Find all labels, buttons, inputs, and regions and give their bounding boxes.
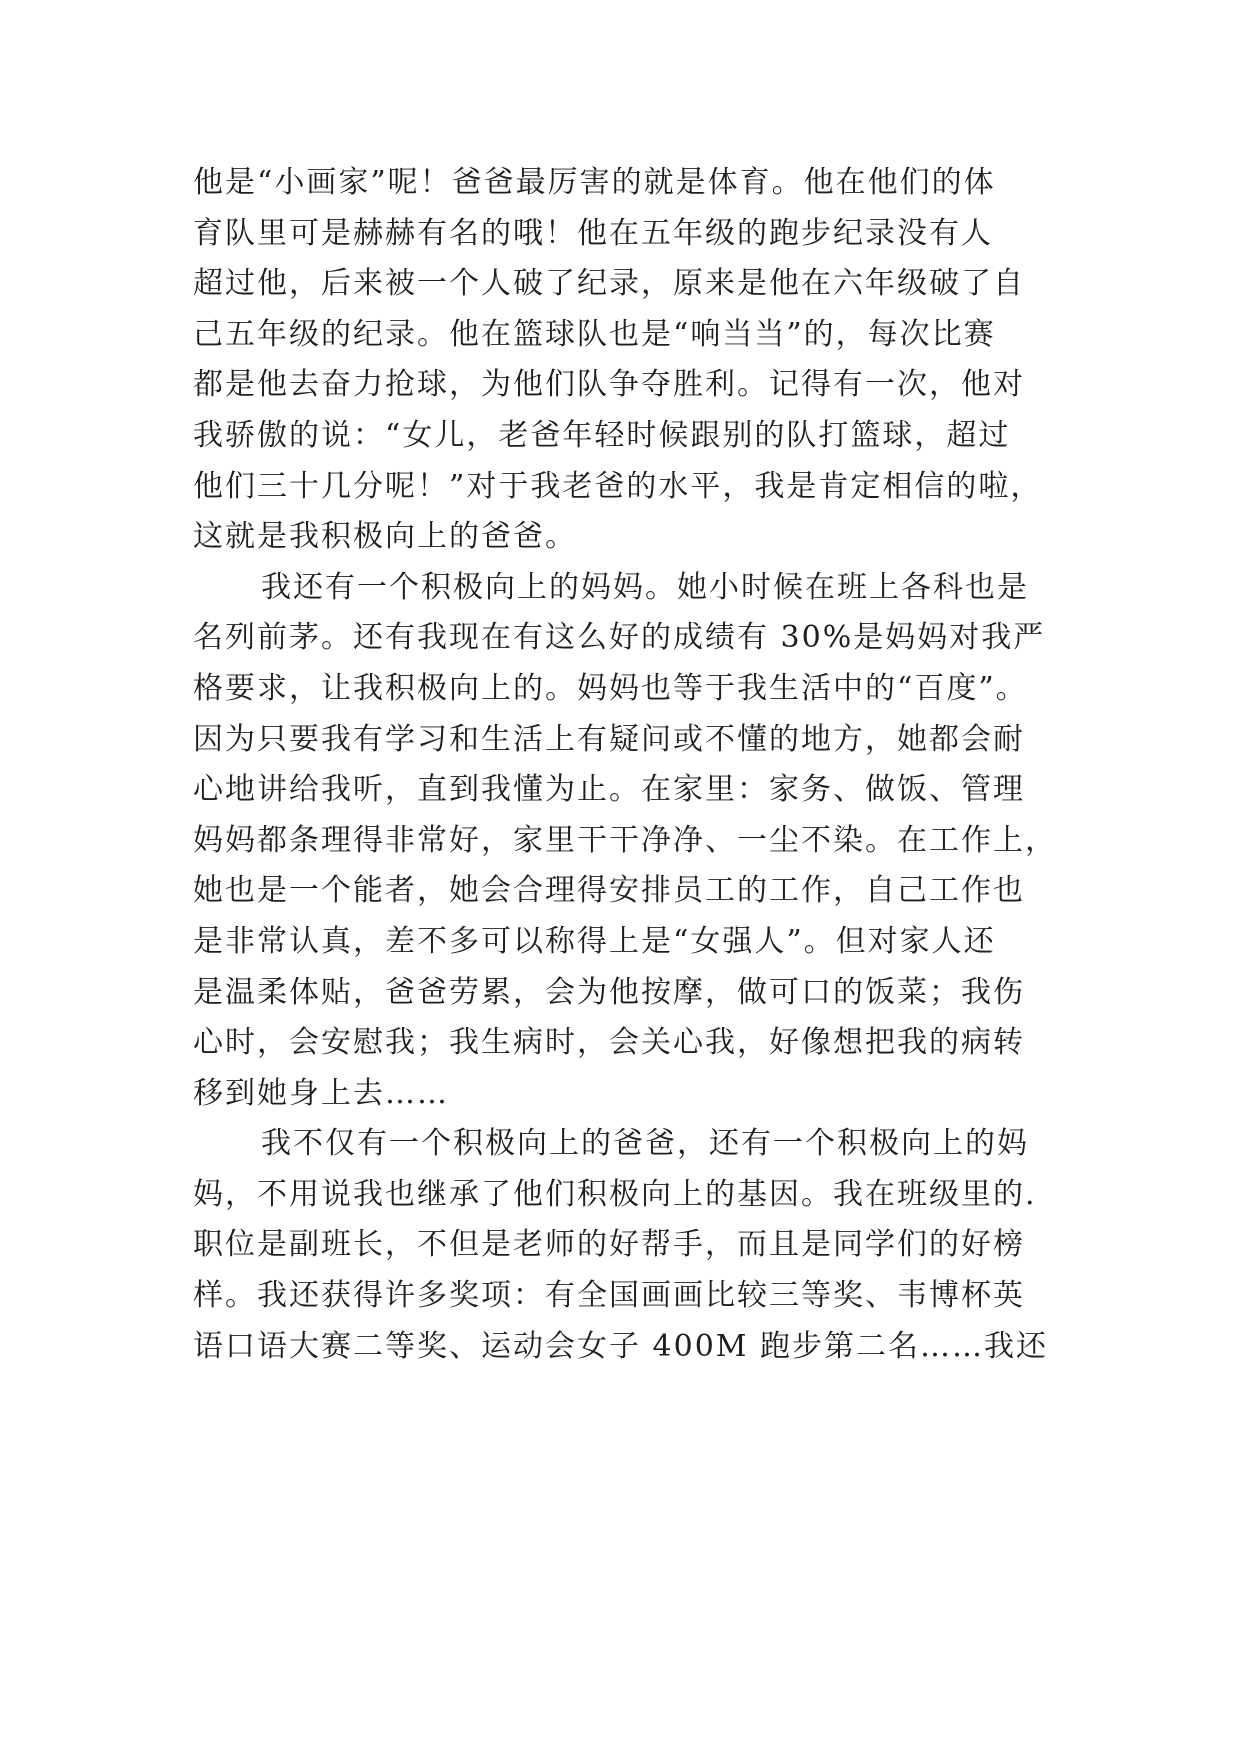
text-line: 这就是我积极向上的爸爸。 <box>193 519 577 555</box>
text-line: 因为只要我有学习和生活上有疑问或不懂的地方，她都会耐 <box>193 721 1025 757</box>
text-line: 超过他，后来被一个人破了纪录，原来是他在六年级破了自 <box>193 266 1025 302</box>
text-line: 移到她身上去…… <box>193 1075 449 1111</box>
text-line: 是非常认真，差不多可以称得上是“女强人”。但对家人还 <box>193 923 996 959</box>
text-line: 我不仅有一个积极向上的爸爸，还有一个积极向上的妈 <box>261 1126 1029 1162</box>
text-line: 育队里可是赫赫有名的哦！他在五年级的跑步纪录没有人 <box>193 215 993 251</box>
text-line: 名列前茅。还有我现在有这么好的成绩有 30%是妈妈对我严 <box>193 620 1046 656</box>
text-line: 他们三十几分呢！”对于我老爸的水平，我是肯定相信的啦， <box>193 468 1043 504</box>
text-line: 他是“小画家”呢！爸爸最厉害的就是体育。他在他们的体 <box>193 165 996 200</box>
text-line: 格要求，让我积极向上的。妈妈也等于我生活中的“百度”。 <box>193 670 1028 706</box>
text-line: 她也是一个能者，她会合理得安排员工的工作，自己工作也 <box>193 873 1025 909</box>
text-line: 心地讲给我听，直到我懂为止。在家里：家务、做饭、管理 <box>193 772 1025 808</box>
text-line: 是温柔体贴，爸爸劳累，会为他按摩，做可口的饭菜；我伤 <box>193 974 1025 1010</box>
text-line: 心时，会安慰我；我生病时，会关心我，好像想把我的病转 <box>193 1025 1025 1061</box>
text-line: 我骄傲的说：“女儿，老爸年轻时候跟别的队打篮球，超过 <box>193 417 1011 453</box>
text-line: 样。我还获得许多奖项：有全国画画比较三等奖、韦博杯英 <box>193 1278 1025 1314</box>
text-line: 我还有一个积极向上的妈妈。她小时候在班上各科也是 <box>261 569 1029 605</box>
text-line: 语口语大赛二等奖、运动会女子 400M 跑步第二名……我还 <box>193 1328 1049 1364</box>
text-line: 职位是副班长，不但是老师的好帮手，而且是同学们的好榜 <box>193 1227 1025 1263</box>
text-line: 妈，不用说我也继承了他们积极向上的基因。我在班级里的. <box>193 1176 1037 1212</box>
body-text <box>193 158 1073 1372</box>
text-line: 己五年级的纪录。他在篮球队也是“响当当”的，每次比赛 <box>193 316 996 352</box>
text-line: 都是他去奋力抢球，为他们队争夺胜利。记得有一次，他对 <box>193 367 1025 403</box>
text-line: 妈妈都条理得非常好，家里干干净净、一尘不染。在工作上， <box>193 822 1057 858</box>
